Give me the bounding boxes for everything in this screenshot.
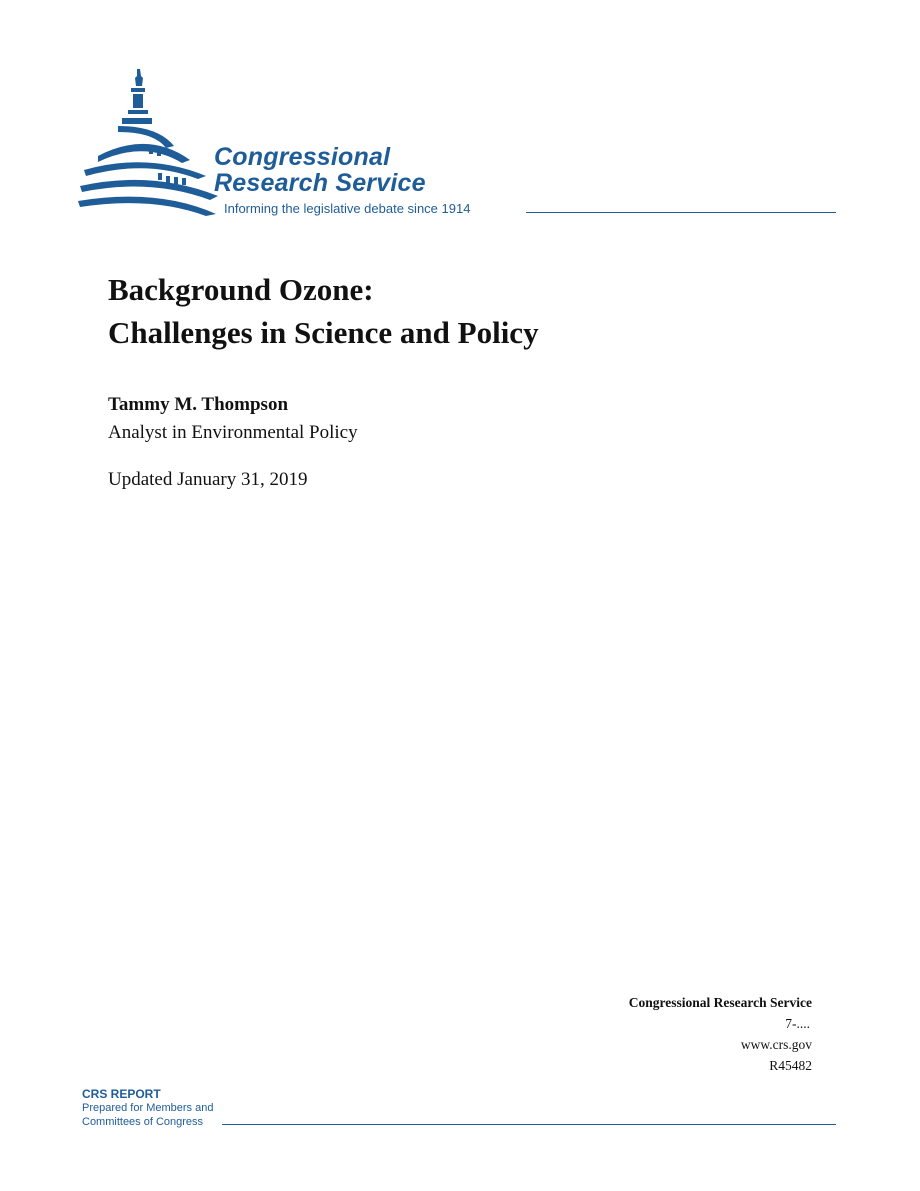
logo-name-line1: Congressional	[214, 143, 391, 171]
updated-date: Updated January 31, 2019	[108, 469, 308, 490]
logo-tagline: Informing the legislative debate since 1914	[224, 201, 471, 216]
report-title	[108, 268, 539, 354]
footer-line3: Committees of Congress	[82, 1116, 204, 1128]
capitol-dome-icon	[78, 64, 228, 219]
footer-divider	[222, 1124, 836, 1125]
crs-logo-name	[214, 144, 426, 196]
publisher-org: Congressional Research Service	[628, 995, 812, 1010]
crs-logo	[78, 64, 838, 224]
footer-label	[82, 1087, 213, 1129]
author-name: Tammy M. Thompson	[108, 394, 289, 415]
footer-line2: Prepared for Members and	[82, 1102, 214, 1114]
report-id: R45482	[769, 1058, 812, 1073]
footer-report-label: CRS REPORT	[82, 1087, 161, 1101]
title-line2: Challenges in Science and Policy	[108, 315, 539, 350]
author-role: Analyst in Environmental Policy	[108, 422, 358, 443]
logo-divider	[526, 212, 836, 213]
logo-name-line2: Research Service	[214, 169, 426, 197]
publisher-info	[629, 992, 812, 1076]
publisher-number: 7-....	[785, 1016, 810, 1031]
publisher-url[interactable]: www.crs.gov	[740, 1037, 812, 1052]
title-line1: Background Ozone:	[108, 272, 374, 307]
